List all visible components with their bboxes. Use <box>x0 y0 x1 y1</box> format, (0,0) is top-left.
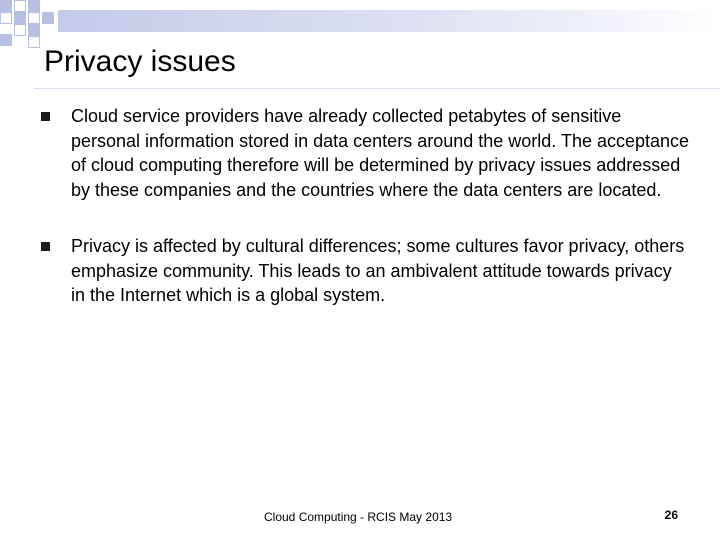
bullet-text: Cloud service providers have already collected petabytes of sensitive personal information stored in data centers around the world. The acceptance of cloud computing therefore will be determined by privacy issues addressed by these companies and the countries where the data centers are located. <box>71 106 690 200</box>
bullet-item <box>40 234 690 308</box>
page-number: 26 <box>664 508 678 522</box>
decor-square <box>28 24 40 36</box>
slide-footer: Cloud Computing - RCIS May 2013 <box>264 510 453 524</box>
decor-square <box>14 24 26 36</box>
square-bullet-icon <box>41 242 50 251</box>
decor-square <box>28 0 40 12</box>
decor-square <box>14 12 26 24</box>
decor-square <box>28 12 40 24</box>
bullet-item <box>40 104 690 202</box>
decor-square <box>14 0 26 12</box>
bullet-text: Privacy is affected by cultural differences; some cultures favor privacy, others emphasize community. This leads to an ambivalent attitude towards privacy in the Internet which is a global system. <box>71 236 685 305</box>
slide-title: Privacy issues <box>44 45 236 78</box>
bullet-list <box>40 104 690 308</box>
decor-square <box>0 0 12 12</box>
square-bullet-icon <box>41 112 50 121</box>
header-gradient-bar <box>58 10 720 32</box>
decor-square <box>28 36 40 48</box>
decor-square <box>0 34 12 46</box>
title-divider <box>34 88 720 89</box>
decor-square <box>0 12 12 24</box>
decor-square <box>42 12 54 24</box>
